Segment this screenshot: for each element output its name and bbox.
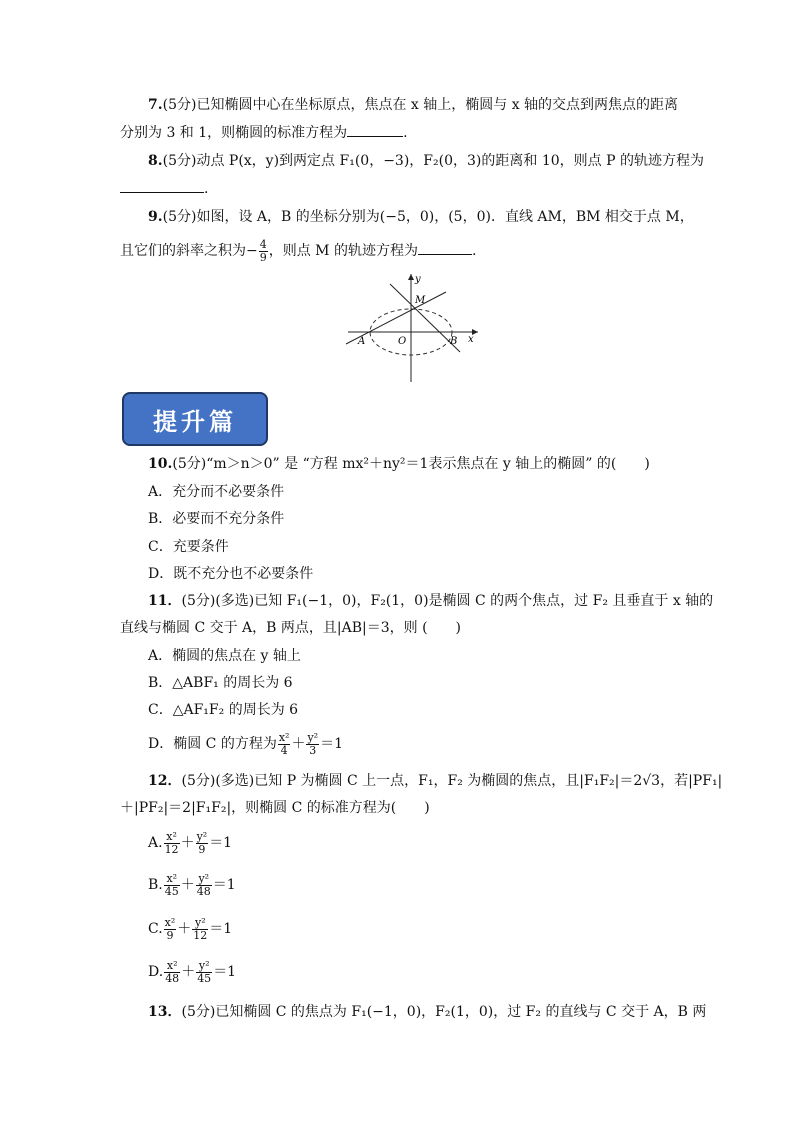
- q8-line2: [120, 179, 676, 199]
- q12-d-frac-1: [164, 960, 180, 985]
- q10-option-c[interactable]: C．充要条件: [148, 539, 229, 555]
- label-o: O: [398, 336, 407, 347]
- q12-b-label: B.: [148, 877, 163, 893]
- q12-d-f2-num: y²: [196, 960, 212, 973]
- q9-end: .: [471, 243, 477, 259]
- q12-d-f1-num: x²: [164, 960, 180, 973]
- q11-d-frac-1: [278, 732, 291, 757]
- q12-option-d[interactable]: [148, 955, 236, 989]
- label-m: M: [415, 295, 426, 306]
- q12-c-label: C.: [148, 921, 163, 937]
- q12-a-frac-2: [196, 831, 209, 856]
- q11-line1: [148, 591, 714, 611]
- q7-text-1: (5分)已知椭圆中心在坐标原点，焦点在 x 轴上，椭圆与 x 轴的交点到两焦点的距离: [162, 97, 679, 113]
- q11-d-f1-num: x²: [278, 730, 290, 744]
- q11-text-1: (5分)(多选)已知 F₁(−1，0)，F₂(1，0)是椭圆 C 的两个焦点，过 F₂ 且垂直于 x 轴的: [181, 593, 714, 609]
- q12-b-f1-num: x²: [164, 873, 180, 886]
- q7-number: 7.: [148, 97, 163, 113]
- q12-c-frac-2: [192, 917, 208, 942]
- label-b: B: [450, 336, 458, 347]
- q9-fraction: [259, 239, 268, 264]
- q12-a-frac-1: [164, 831, 180, 856]
- q12-d-f1-den: 48: [165, 971, 180, 985]
- q12-c-tail: ＝1: [209, 921, 233, 937]
- label-y: y: [415, 274, 421, 285]
- q12-a-tail: ＝1: [209, 835, 233, 851]
- q12-number: 12．: [148, 773, 182, 789]
- q10-option-a[interactable]: A．充分而不必要条件: [148, 484, 285, 500]
- q12-option-b[interactable]: [148, 868, 236, 902]
- q12-c-plus: ＋: [177, 921, 192, 937]
- q13-number: 13．: [148, 1004, 182, 1020]
- q13-line1: [148, 1002, 707, 1022]
- q8-answer-blank[interactable]: [120, 180, 204, 193]
- q12-a-f1-num: x²: [164, 831, 180, 844]
- q12-a-label: A.: [148, 835, 163, 851]
- q9-answer-blank[interactable]: [418, 242, 472, 255]
- q11-option-c[interactable]: C．△AF₁F₂ 的周长为 6: [148, 702, 299, 718]
- q11-option-b[interactable]: B．△ABF₁ 的周长为 6: [148, 675, 293, 691]
- q11-d-f1-den: 4: [280, 743, 288, 757]
- q10-option-d[interactable]: D．既不充分也不必要条件: [148, 566, 314, 582]
- q11-d-f2-num: y²: [307, 730, 319, 744]
- q12-c-f2-den: 12: [193, 928, 208, 942]
- label-a: A: [358, 336, 366, 347]
- q12-b-frac-1: [164, 873, 180, 898]
- q12-a-f2-num: y²: [196, 829, 208, 843]
- q10-option-b[interactable]: B．必要而不充分条件: [148, 511, 285, 527]
- q12-b-frac-2: [196, 873, 212, 898]
- q11-number: 11．: [148, 593, 182, 609]
- q12-b-f2-den: 48: [196, 884, 211, 898]
- q10-stem: [148, 454, 704, 474]
- q7-line1: [148, 95, 704, 115]
- q9-line1: [148, 207, 704, 227]
- q9-text-2: 且它们的斜率之积为−: [120, 243, 258, 259]
- q9-text-1: (5分)如图，设 A，B 的坐标分别为(−5，0)，(5，0)．直线 AM，BM 相交于点 M，: [162, 209, 694, 225]
- q12-b-f2-num: y²: [196, 873, 212, 886]
- q11-line2: 直线与椭圆 C 交于 A，B 两点，且|AB|＝3，则 ( ): [120, 620, 462, 636]
- q12-a-plus: ＋: [180, 835, 195, 851]
- q11-d-frac-2: [306, 732, 319, 757]
- q8-text-1: (5分)动点 P(x，y)到两定点 F₁(0，−3)，F₂(0，3)的距离和 10，则点 P 的轨迹方程为: [162, 153, 704, 169]
- q11-d-text: D．椭圆 C 的方程为: [148, 736, 277, 752]
- q10-number: 10.: [148, 456, 173, 472]
- q10-text: (5分)“m＞n＞0” 是 “方程 mx²＋ny²＝1表示焦点在 y 轴上的椭圆” 的( ): [172, 456, 650, 472]
- q12-d-plus: ＋: [181, 964, 196, 980]
- label-x: x: [468, 334, 474, 345]
- q12-d-f2-den: 45: [197, 971, 212, 985]
- q9-frac-num: 4: [259, 237, 267, 251]
- q12-b-f1-den: 45: [164, 884, 179, 898]
- q13-text-1: (5分)已知椭圆 C 的焦点为 F₁(−1，0)，F₂(1，0)，过 F₂ 的直线与 C 交于 A，B 两: [181, 1004, 707, 1020]
- q12-c-f1-num: x²: [164, 915, 176, 929]
- ellipse-figure: [340, 270, 480, 386]
- q12-d-label: D.: [148, 964, 164, 980]
- q8-end: .: [204, 181, 209, 197]
- q12-d-frac-2: [196, 960, 212, 985]
- q7-line2: [120, 123, 676, 143]
- q12-b-plus: ＋: [180, 877, 195, 893]
- q12-line1: [148, 771, 723, 791]
- q9-text-3: ，则点 M 的轨迹方程为: [268, 243, 418, 259]
- q9-line2: [120, 234, 676, 268]
- q12-text-1: (5分)(多选)已知 P 为椭圆 C 上一点，F₁，F₂ 为椭圆的焦点，且|F₁F₂|＝2√3，若|PF₁|: [181, 773, 723, 789]
- q9-frac-den: 9: [259, 250, 267, 264]
- q11-d-tail: ＝1: [320, 736, 344, 752]
- q12-line2: ＋|PF₂|＝2|F₁F₂|，则椭圆 C 的标准方程为( ): [120, 800, 430, 816]
- q7-text-2: 分别为 3 和 1，则椭圆的标准方程为: [120, 125, 348, 141]
- y-axis-arrow: [408, 274, 414, 280]
- q8-number: 8.: [148, 153, 163, 169]
- q7-answer-blank[interactable]: [347, 124, 403, 137]
- section-banner: 提升篇: [122, 392, 268, 446]
- q12-c-frac-1: [164, 917, 177, 942]
- q11-option-a[interactable]: A．椭圆的焦点在 y 轴上: [148, 648, 301, 664]
- q12-c-f2-num: y²: [192, 917, 208, 930]
- q12-a-f2-den: 9: [198, 842, 206, 856]
- q11-d-f2-den: 3: [309, 743, 317, 757]
- q12-option-a[interactable]: [148, 826, 232, 860]
- q12-a-f1-den: 12: [164, 842, 179, 856]
- q12-b-tail: ＝1: [212, 877, 236, 893]
- q11-d-plus: ＋: [291, 736, 306, 752]
- q12-c-f1-den: 9: [166, 928, 174, 942]
- q12-option-c[interactable]: [148, 912, 232, 946]
- q11-option-d[interactable]: [148, 727, 343, 761]
- q7-end: .: [403, 125, 408, 141]
- q9-number: 9.: [148, 209, 163, 225]
- q12-d-tail: ＝1: [213, 964, 237, 980]
- q8-line1: [148, 151, 704, 171]
